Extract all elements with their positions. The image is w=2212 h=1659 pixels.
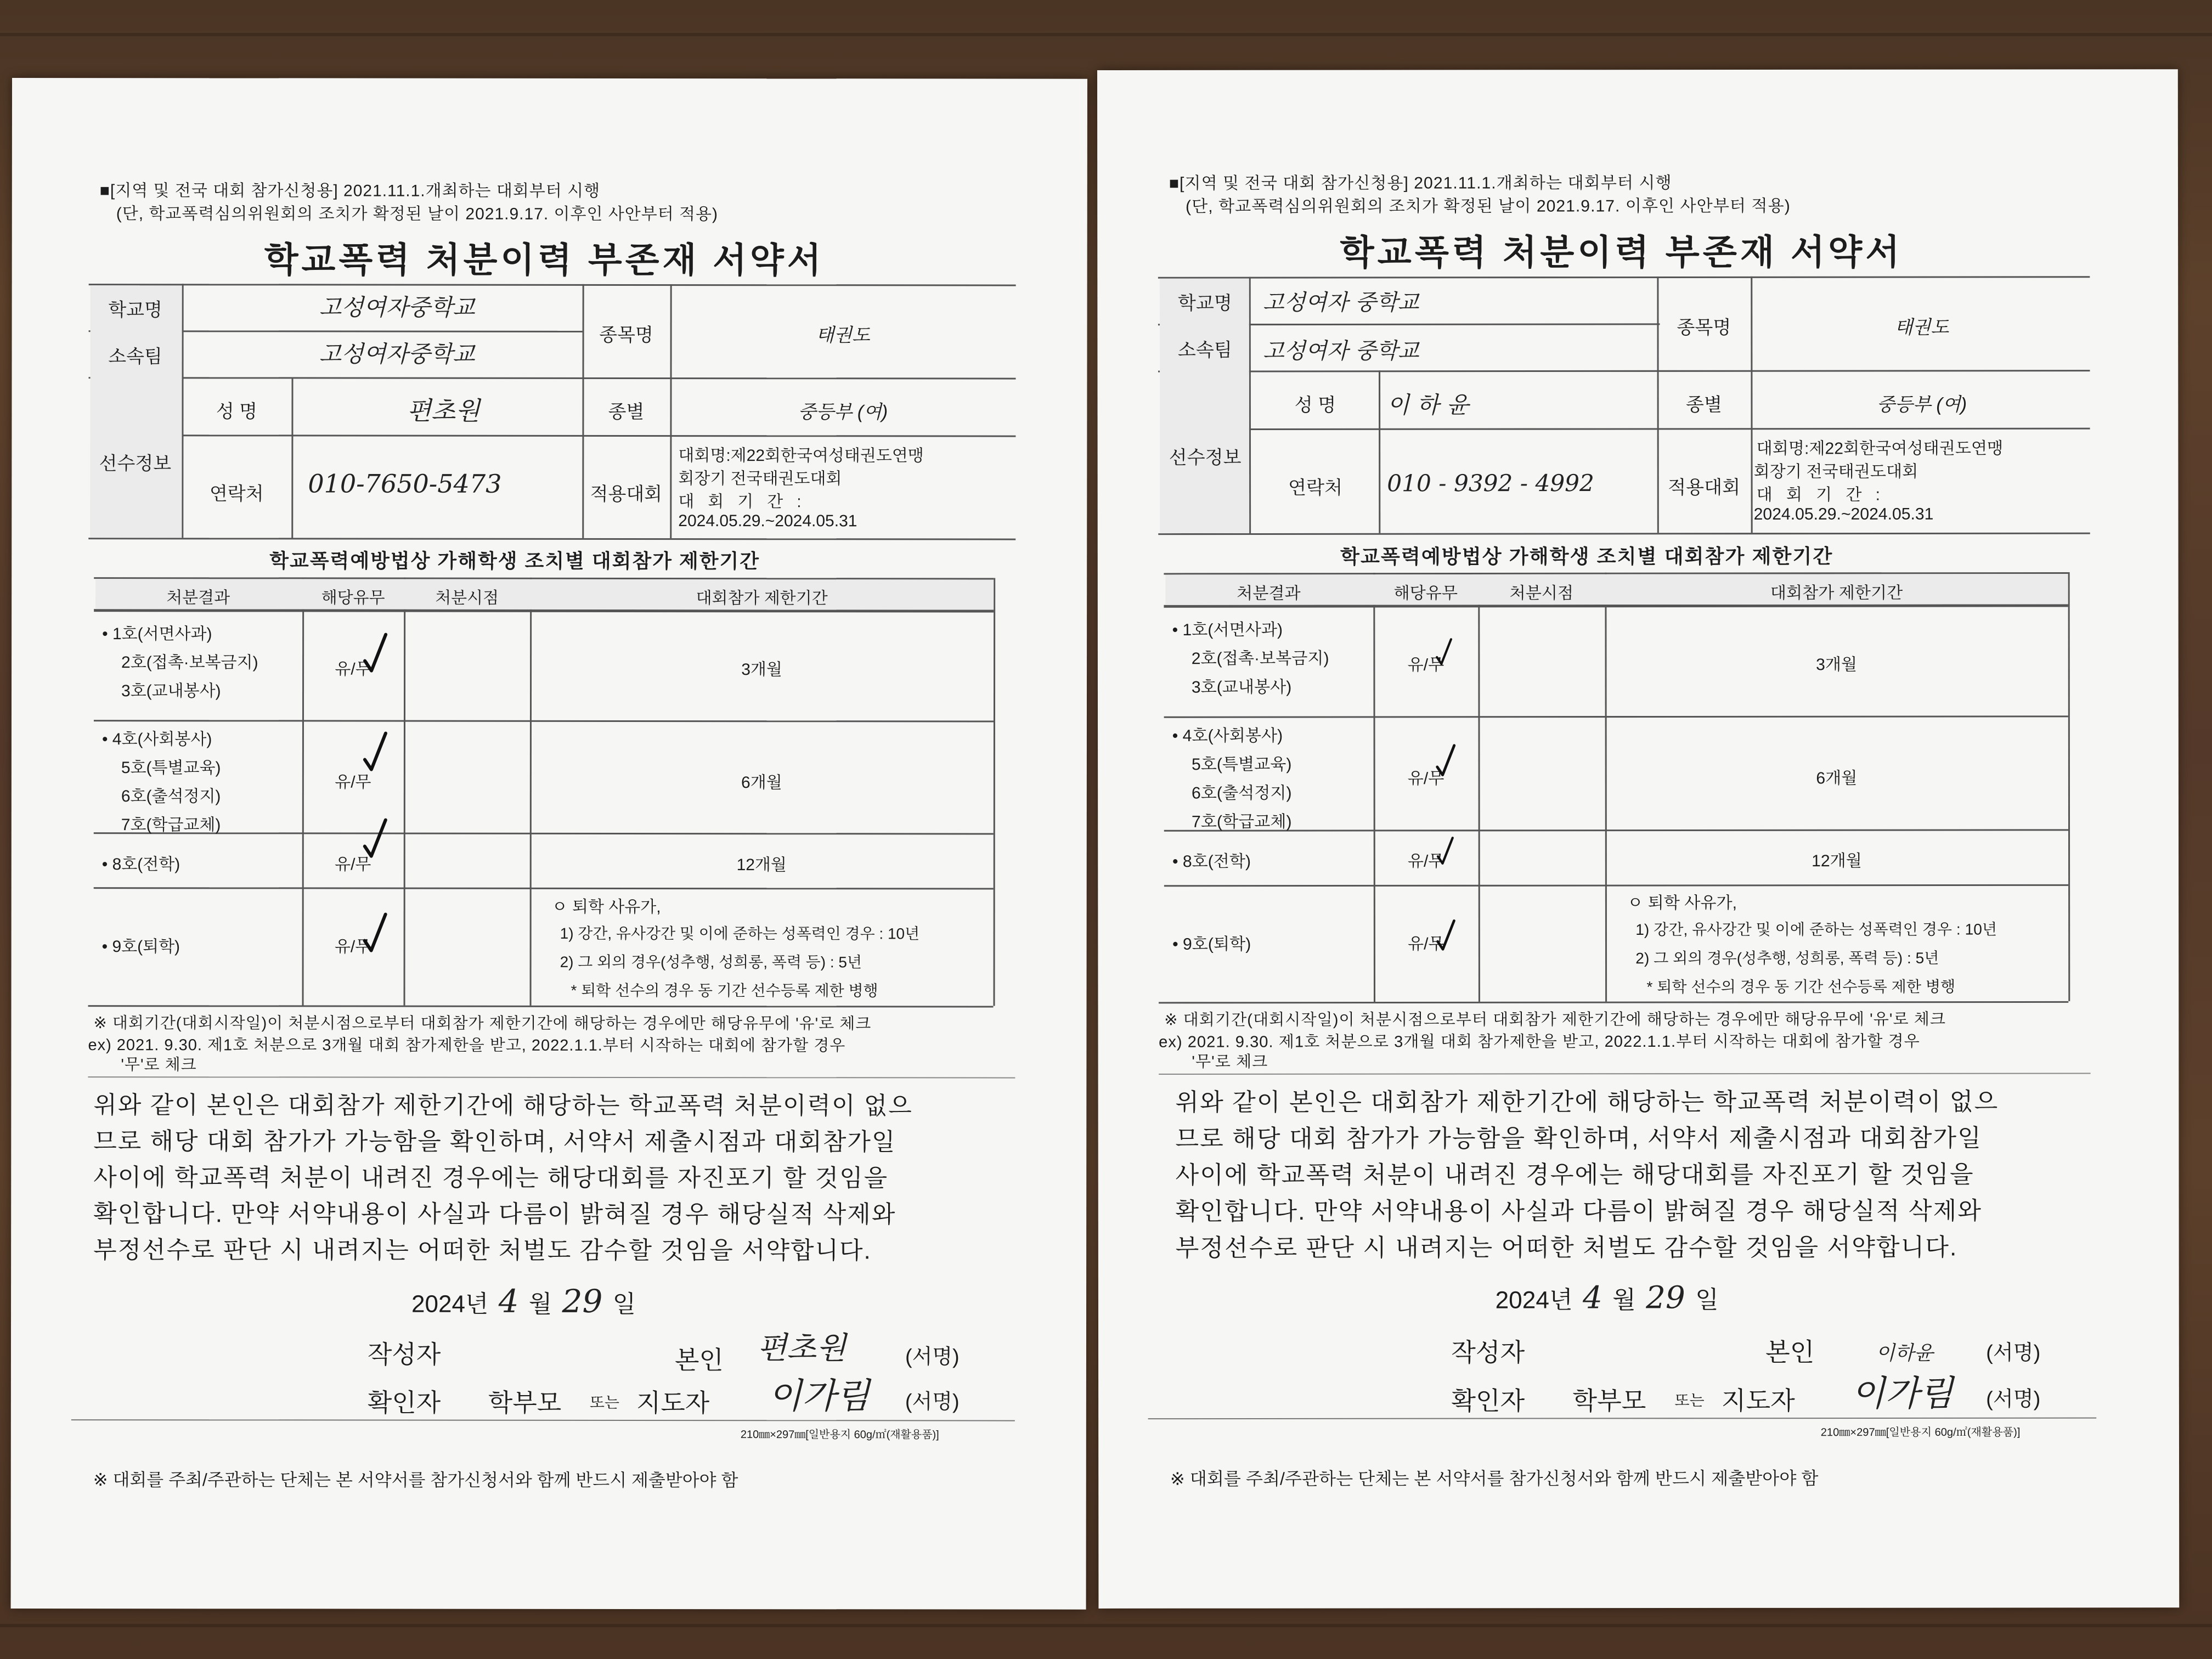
date-year: 2024년 — [411, 1290, 489, 1318]
self-label: 본인 — [674, 1346, 724, 1375]
row2-item-3: 6호(출석정지) — [121, 787, 221, 806]
school-label: 학교명 — [108, 300, 162, 321]
row1-yn: 유/무 — [335, 660, 371, 679]
header-line-1: ■[지역 및 전국 대회 참가신청용] 2021.11.1.개최하는 대회부터 시행 — [1169, 174, 1672, 193]
row4-period-line-3: 2) 그 외의 경우(성추행, 성희롱, 폭력 등) : 5년 — [560, 953, 862, 971]
row2-item-4: 7호(학급교체) — [121, 816, 221, 834]
confirm-label: 확인자 — [367, 1388, 441, 1417]
pledge-line-3: 사이에 학교폭력 처분이 내려진 경우에는 해당대회를 자진포기 할 것임을 — [1175, 1161, 1974, 1189]
applied-value-4: 2024.05.29.~2024.05.31 — [678, 512, 857, 531]
self-label: 본인 — [1765, 1338, 1815, 1367]
checkmark-icon — [1435, 919, 1456, 951]
date-day-label: 일 — [1695, 1286, 1719, 1314]
applied-value-4: 2024.05.29.~2024.05.31 — [1753, 505, 1934, 524]
pledge-line-1: 위와 같이 본인은 대회참가 제한기간에 해당하는 학교폭력 처분이력이 없으 — [1175, 1088, 1999, 1116]
header-decision-date: 처분시점 — [435, 589, 499, 607]
writer-label: 작성자 — [1451, 1338, 1525, 1367]
row4-period-line-2: 1) 강간, 유사강간 및 이에 준하는 성폭력인 경우 : 10년 — [560, 924, 920, 943]
row4-yn: 유/무 — [1408, 935, 1444, 953]
header-applicable: 해당유무 — [1393, 584, 1458, 603]
header-decision-date: 처분시점 — [1509, 584, 1574, 603]
coach-sign-mark: (서명) — [905, 1390, 960, 1414]
row2-period: 6개월 — [741, 774, 782, 792]
contact-value: 010 - 9392 - 4992 — [1387, 469, 1594, 497]
event-label: 종목명 — [1677, 317, 1731, 338]
row3-yn: 유/무 — [335, 855, 371, 874]
checkmark-icon — [363, 633, 388, 673]
applied-value-1: 대회명:제22회한국여성태권도연맹 — [678, 447, 924, 465]
applied-value-2: 회장기 전국태권도대회 — [1753, 462, 1918, 481]
header-line-1: ■[지역 및 전국 대회 참가신청용] 2021.11.1.개최하는 대회부터 시행 — [99, 182, 601, 200]
team-value: 고성여자 중학교 — [1262, 338, 1419, 364]
header-restriction-period: 대회참가 제한기간 — [696, 589, 828, 608]
checkmark-icon — [363, 818, 388, 859]
team-value: 고성여자중학교 — [319, 340, 475, 368]
row1-item-3: 3호(교내봉사) — [1191, 678, 1292, 697]
pledge-line-4: 확인합니다. 만약 서약내용이 사실과 다름이 밝혀질 경우 해당실적 삭제와 — [93, 1200, 896, 1228]
pledge-line-2: 므로 해당 대회 참가가 가능함을 확인하며, 서약서 제출시점과 대회참가일 — [93, 1128, 896, 1156]
row4-yn: 유/무 — [334, 938, 371, 956]
self-sign-mark: (서명) — [905, 1345, 960, 1369]
date-month-label: 월 — [1612, 1286, 1636, 1314]
team-label: 소속팀 — [108, 346, 162, 368]
self-sign-mark: (서명) — [1986, 1341, 2041, 1365]
category-value: 중등부 (여) — [1876, 394, 1967, 415]
applied-value-3: 대 회 기 간 : — [1756, 486, 1881, 504]
row1-period: 3개월 — [741, 661, 782, 679]
applied-label: 적용대회 — [1668, 477, 1741, 498]
applied-value-3: 대 회 기 간 : — [678, 493, 802, 511]
team-label: 소속팀 — [1177, 340, 1232, 361]
date-day-value: 29 — [562, 1282, 603, 1320]
row2-item-2: 5호(특별교육) — [121, 759, 221, 777]
row3-period: 12개월 — [736, 856, 787, 874]
note-1: ※ 대회기간(대회시작일)이 처분시점으로부터 대회참가 제한기간에 해당하는 경우에만 해당유무에 '유'로 체크 — [1164, 1011, 1946, 1029]
applied-label: 적용대회 — [590, 483, 663, 505]
row1-item-2: 2호(접촉·보복금지) — [1191, 649, 1329, 668]
event-value: 태권도 — [1894, 317, 1949, 338]
contact-label: 연락처 — [1288, 477, 1343, 499]
coach-label: 지도자 — [636, 1388, 710, 1418]
row2-yn: 유/무 — [1407, 769, 1444, 788]
row4-item-1: • 9호(퇴학) — [101, 938, 180, 956]
note-1: ※ 대회기간(대회시작일)이 처분시점으로부터 대회참가 제한기간에 해당하는 경우에만 해당유무에 '유'로 체크 — [93, 1014, 872, 1033]
row4-period-line-1: ㅇ 퇴학 사유가, — [1627, 894, 1737, 912]
player-info-label: 선수정보 — [99, 453, 172, 475]
contact-value: 010-7650-5473 — [308, 469, 502, 499]
bottom-note: ※ 대회를 주최/주관하는 단체는 본 서약서를 참가신청서와 함께 반드시 제출받아야 함 — [1170, 1468, 1819, 1489]
confirm-label: 확인자 — [1451, 1386, 1525, 1415]
category-label: 종별 — [608, 401, 645, 423]
row2-yn: 유/무 — [335, 773, 371, 792]
or-label: 또는 — [1674, 1392, 1705, 1409]
parent-label: 학부모 — [488, 1388, 562, 1417]
date-line — [411, 1283, 636, 1320]
pledge-form-left — [11, 78, 1087, 1610]
parent-label: 학부모 — [1572, 1386, 1646, 1415]
name-label: 성 명 — [1294, 394, 1336, 416]
pledge-line-3: 사이에 학교폭력 처분이 내려진 경우에는 해당대회를 자진포기 할 것임을 — [93, 1164, 889, 1192]
applied-value-2: 회장기 전국태권도대회 — [678, 470, 842, 488]
school-value: 고성여자중학교 — [319, 294, 475, 321]
pledge-line-2: 므로 해당 대회 참가가 가능함을 확인하며, 서약서 제출시점과 대회참가일 — [1175, 1125, 1982, 1153]
coach-sign-mark: (서명) — [1986, 1387, 2041, 1411]
coach-signature: 이가림 — [768, 1376, 870, 1417]
restriction-section-title: 학교폭력예방법상 가해학생 조치별 대회참가 제한기간 — [1340, 545, 1833, 568]
date-day-value: 29 — [1646, 1280, 1685, 1316]
row1-item-3: 3호(교내봉사) — [121, 682, 221, 701]
name-value: 편초원 — [407, 396, 480, 426]
row4-period-line-4: * 퇴학 선수의 경우 동 기간 선수등록 제한 병행 — [1646, 978, 1956, 996]
header-line-2: (단, 학교폭력심의위원회의 조치가 확정된 날이 2021.9.17. 이후인 사안부터 적용) — [116, 205, 719, 224]
date-line — [1496, 1280, 1719, 1316]
document-title: 학교폭력 처분이력 부존재 서약서 — [264, 240, 825, 280]
pledge-line-1: 위와 같이 본인은 대회참가 제한기간에 해당하는 학교폭력 처분이력이 없으 — [93, 1092, 913, 1120]
pledge-form-right — [1097, 69, 2179, 1609]
header-result: 처분결과 — [166, 589, 230, 607]
name-label: 성 명 — [216, 401, 258, 422]
note-3: '무'로 체크 — [1192, 1053, 1268, 1071]
row1-period: 3개월 — [1816, 656, 1858, 674]
paper-spec: 210㎜×297㎜[일반용지 60g/㎡(재활용품)] — [1820, 1426, 2021, 1439]
header-applicable: 해당유무 — [321, 589, 385, 607]
row4-period-line-3: 2) 그 외의 경우(성추행, 성희롱, 폭력 등) : 5년 — [1635, 949, 1939, 967]
note-2: ex) 2021. 9.30. 제1호 처분으로 3개월 대회 참가제한을 받고, 2022.1.1.부터 시작하는 대회에 참가할 경우 — [1159, 1032, 1920, 1051]
or-label: 또는 — [589, 1393, 620, 1411]
row4-period-line-2: 1) 강간, 유사강간 및 이에 준하는 성폭력인 경우 : 10년 — [1635, 921, 1997, 939]
restriction-section-title: 학교폭력예방법상 가해학생 조치별 대회참가 제한기간 — [269, 549, 760, 573]
contact-label: 연락처 — [210, 483, 264, 505]
player-info-label: 선수정보 — [1169, 447, 1242, 469]
row2-period: 6개월 — [1816, 769, 1858, 788]
self-signature: 이하윤 — [1876, 1342, 1933, 1365]
date-month-value: 4 — [498, 1282, 519, 1320]
row2-item-2: 5호(특별교육) — [1191, 755, 1292, 774]
note-2: ex) 2021. 9.30. 제1호 처분으로 3개월 대회 참가제한을 받고, 2022.1.1.부터 시작하는 대회에 참가할 경우 — [88, 1036, 846, 1055]
row2-item-4: 7호(학급교체) — [1192, 812, 1292, 831]
row1-item-1: • 1호(서면사과) — [1172, 620, 1283, 640]
note-3: '무'로 체크 — [121, 1056, 197, 1074]
event-value: 태권도 — [816, 325, 870, 346]
name-value: 이 하 윤 — [1387, 391, 1469, 419]
checkmark-icon — [1434, 638, 1454, 665]
row4-item-1: • 9호(퇴학) — [1172, 935, 1251, 953]
coach-signature: 이가림 — [1850, 1373, 1954, 1414]
header-restriction-period: 대회참가 제한기간 — [1770, 584, 1903, 602]
checkmark-icon — [363, 731, 388, 772]
date-day-label: 일 — [612, 1290, 636, 1318]
row3-yn: 유/무 — [1407, 852, 1444, 871]
date-month-value: 4 — [1582, 1280, 1602, 1316]
pledge-line-5: 부정선수로 판단 시 내려지는 어떠한 처벌도 감수할 것임을 서약합니다. — [1175, 1234, 1958, 1262]
header-line-2: (단, 학교폭력심의위원회의 조치가 확정된 날이 2021.9.17. 이후인 사안부터 적용) — [1186, 197, 1791, 216]
row2-item-1: • 4호(사회봉사) — [101, 730, 212, 749]
writer-label: 작성자 — [367, 1340, 441, 1369]
row1-item-2: 2호(접촉·보복금지) — [121, 653, 258, 672]
category-label: 종별 — [1685, 394, 1723, 416]
checkmark-icon — [1435, 744, 1456, 777]
row4-period-line-1: ㅇ 퇴학 사유가, — [551, 898, 661, 917]
checkmark-icon — [1435, 836, 1455, 865]
row4-period-line-4: * 퇴학 선수의 경우 동 기간 선수등록 제한 병행 — [571, 981, 878, 1000]
pledge-line-4: 확인합니다. 만약 서약내용이 사실과 다름이 밝혀질 경우 해당실적 삭제와 — [1175, 1197, 1982, 1226]
row3-item-1: • 8호(전학) — [1172, 852, 1251, 871]
school-label: 학교명 — [1177, 292, 1232, 314]
self-signature: 편초원 — [757, 1330, 847, 1367]
checkmark-icon — [363, 912, 388, 953]
row2-item-3: 6호(출석정지) — [1191, 784, 1292, 803]
document-title: 학교폭력 처분이력 부존재 서약서 — [1340, 232, 1903, 273]
applied-value-1: 대회명:제22회한국여성태권도연맹 — [1756, 439, 2004, 458]
row1-item-1: • 1호(서면사과) — [102, 625, 212, 644]
school-value: 고성여자 중학교 — [1262, 290, 1419, 315]
row2-item-1: • 4호(사회봉사) — [1172, 726, 1283, 746]
row3-item-1: • 8호(전학) — [101, 855, 180, 874]
row1-yn: 유/무 — [1407, 656, 1444, 674]
coach-label: 지도자 — [1721, 1386, 1795, 1415]
row3-period: 12개월 — [1812, 851, 1862, 871]
category-value: 중등부 (여) — [798, 402, 888, 423]
date-month-label: 월 — [528, 1290, 552, 1318]
header-result: 처분결과 — [1237, 584, 1301, 603]
bottom-note: ※ 대회를 주최/주관하는 단체는 본 서약서를 참가신청서와 함께 반드시 제출받아야 함 — [93, 1470, 738, 1491]
pledge-line-5: 부정선수로 판단 시 내려지는 어떠한 처벌도 감수할 것임을 서약합니다. — [93, 1237, 872, 1265]
date-year: 2024년 — [1495, 1286, 1573, 1314]
paper-spec: 210㎜×297㎜[일반용지 60g/㎡(재활용품)] — [740, 1429, 939, 1441]
event-label: 종목명 — [599, 324, 653, 346]
